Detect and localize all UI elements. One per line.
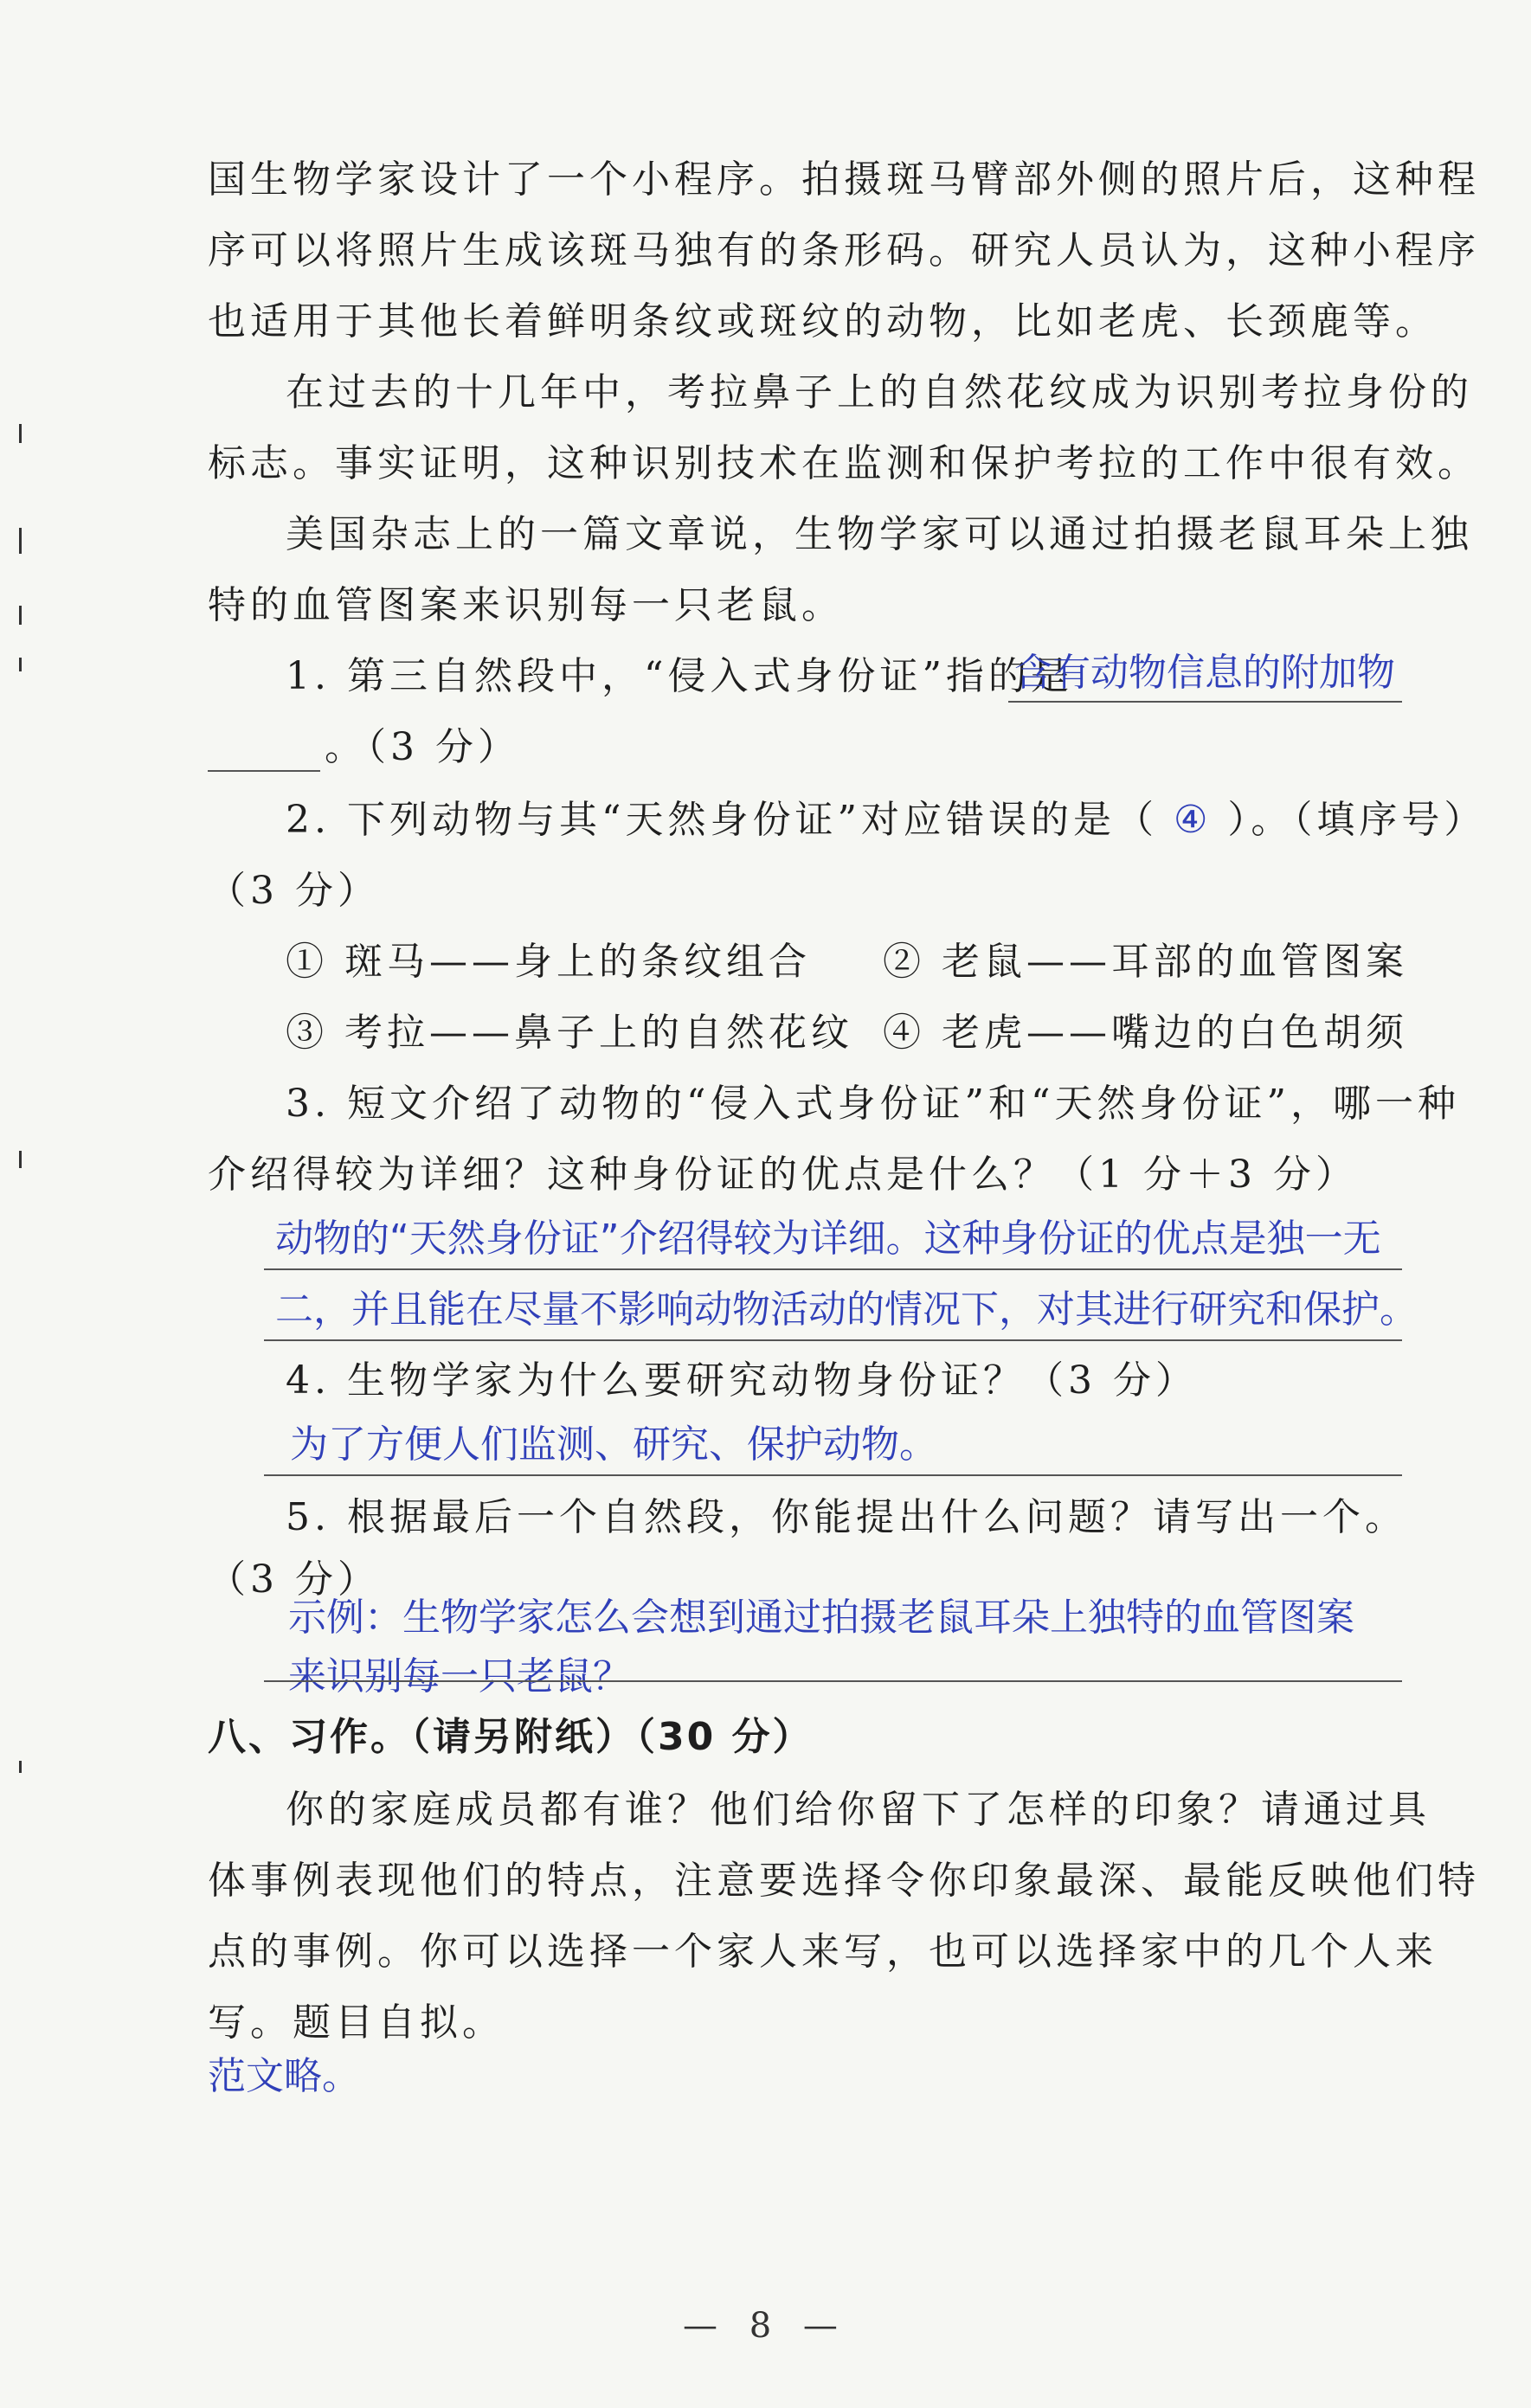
question-1-prompt: 1. 第三自然段中，“侵入式身份证”指的是 [286, 654, 1073, 698]
question-5-score: （3 分） [208, 1557, 380, 1602]
binding-mark [19, 424, 22, 443]
option-1: ① 斑马——身上的条纹组合 [286, 940, 811, 984]
binding-mark [19, 1151, 22, 1168]
question-3-answer-line1: 动物的“天然身份证”介绍得较为详细。这种身份证的优点是独一无 [275, 1217, 1381, 1261]
page-number: — 8 — [683, 2306, 848, 2346]
passage-line: 在过去的十几年中，考拉鼻子上的自然花纹成为识别考拉身份的 [286, 370, 1473, 414]
option-4: ④ 老虎——嘴边的白色胡须 [883, 1011, 1408, 1055]
passage-line: 特的血管图案来识别每一只老鼠。 [208, 583, 844, 627]
section-8-line: 写。题目自拟。 [208, 2000, 505, 2045]
question-5-answer-line1: 示例：生物学家怎么会想到通过拍摄老鼠耳朵上独特的血管图案 [288, 1596, 1354, 1640]
section-8-line: 你的家庭成员都有谁？他们给你留下了怎样的印象？请通过具 [286, 1788, 1431, 1832]
section-8-line: 体事例表现他们的特点，注意要选择令你印象最深、最能反映他们特 [208, 1859, 1480, 1903]
binding-mark [19, 658, 22, 671]
answer-blank-line [208, 770, 320, 772]
binding-mark [19, 606, 22, 625]
question-3-line2: 介绍得较为详细？这种身份证的优点是什么？（1 分＋3 分） [208, 1153, 1358, 1197]
question-2-tail: ）。（填序号） [1227, 798, 1487, 842]
question-3-answer-line2: 二，并且能在尽量不影响动物活动的情况下，对其进行研究和保护。 [275, 1287, 1418, 1332]
passage-line: 国生物学家设计了一个小程序。拍摄斑马臂部外侧的照片后，这种程 [208, 157, 1480, 202]
question-2 [286, 794, 1497, 846]
answer-blank-line [264, 1680, 1402, 1682]
answer-blank-line [264, 1268, 1402, 1270]
answer-blank-line [264, 1339, 1402, 1341]
question-5-line1: 5. 根据最后一个自然段，你能提出什么问题？请写出一个。 [286, 1495, 1407, 1539]
option-2: ② 老鼠——耳部的血管图案 [883, 940, 1408, 984]
binding-mark [19, 528, 22, 554]
question-2-score: （3 分） [208, 869, 380, 913]
question-2-answer: ④ [1173, 798, 1213, 842]
passage-line: 美国杂志上的一篇文章说，生物学家可以通过拍摄老鼠耳朵上独 [286, 512, 1473, 556]
passage-line: 序可以将照片生成该斑马独有的条形码。研究人员认为，这种小程序 [208, 228, 1480, 273]
question-5-answer-line2: 来识别每一只老鼠？ [288, 1654, 631, 1698]
answer-blank-line [1008, 701, 1402, 703]
answer-blank-line [264, 1474, 1402, 1476]
question-4: 4. 生物学家为什么要研究动物身份证？（3 分） [286, 1358, 1198, 1403]
option-3: ③ 考拉——鼻子上的自然花纹 [286, 1011, 853, 1055]
section-8-answer: 范文略。 [208, 2054, 360, 2098]
question-1-answer: 含有动物信息的附加物 [1014, 651, 1395, 695]
section-8-heading: 八、习作。（请另附纸）（30 分） [208, 1715, 814, 1759]
question-2-prompt: 2. 下列动物与其“天然身份证”对应错误的是（ [286, 798, 1158, 842]
question-4-answer: 为了方便人们监测、研究、保护动物。 [290, 1422, 937, 1467]
passage-line: 也适用于其他长着鲜明条纹或斑纹的动物，比如老虎、长颈鹿等。 [208, 299, 1438, 344]
section-8-line: 点的事例。你可以选择一个家人来写，也可以选择家中的几个人来 [208, 1930, 1438, 1974]
binding-mark [19, 1761, 22, 1773]
passage-line: 标志。事实证明，这种识别技术在监测和保护考拉的工作中很有效。 [208, 441, 1480, 485]
question-3-line1: 3. 短文介绍了动物的“侵入式身份证”和“天然身份证”，哪一种 [286, 1082, 1460, 1126]
question-1-tail: 。（3 分） [325, 725, 520, 769]
